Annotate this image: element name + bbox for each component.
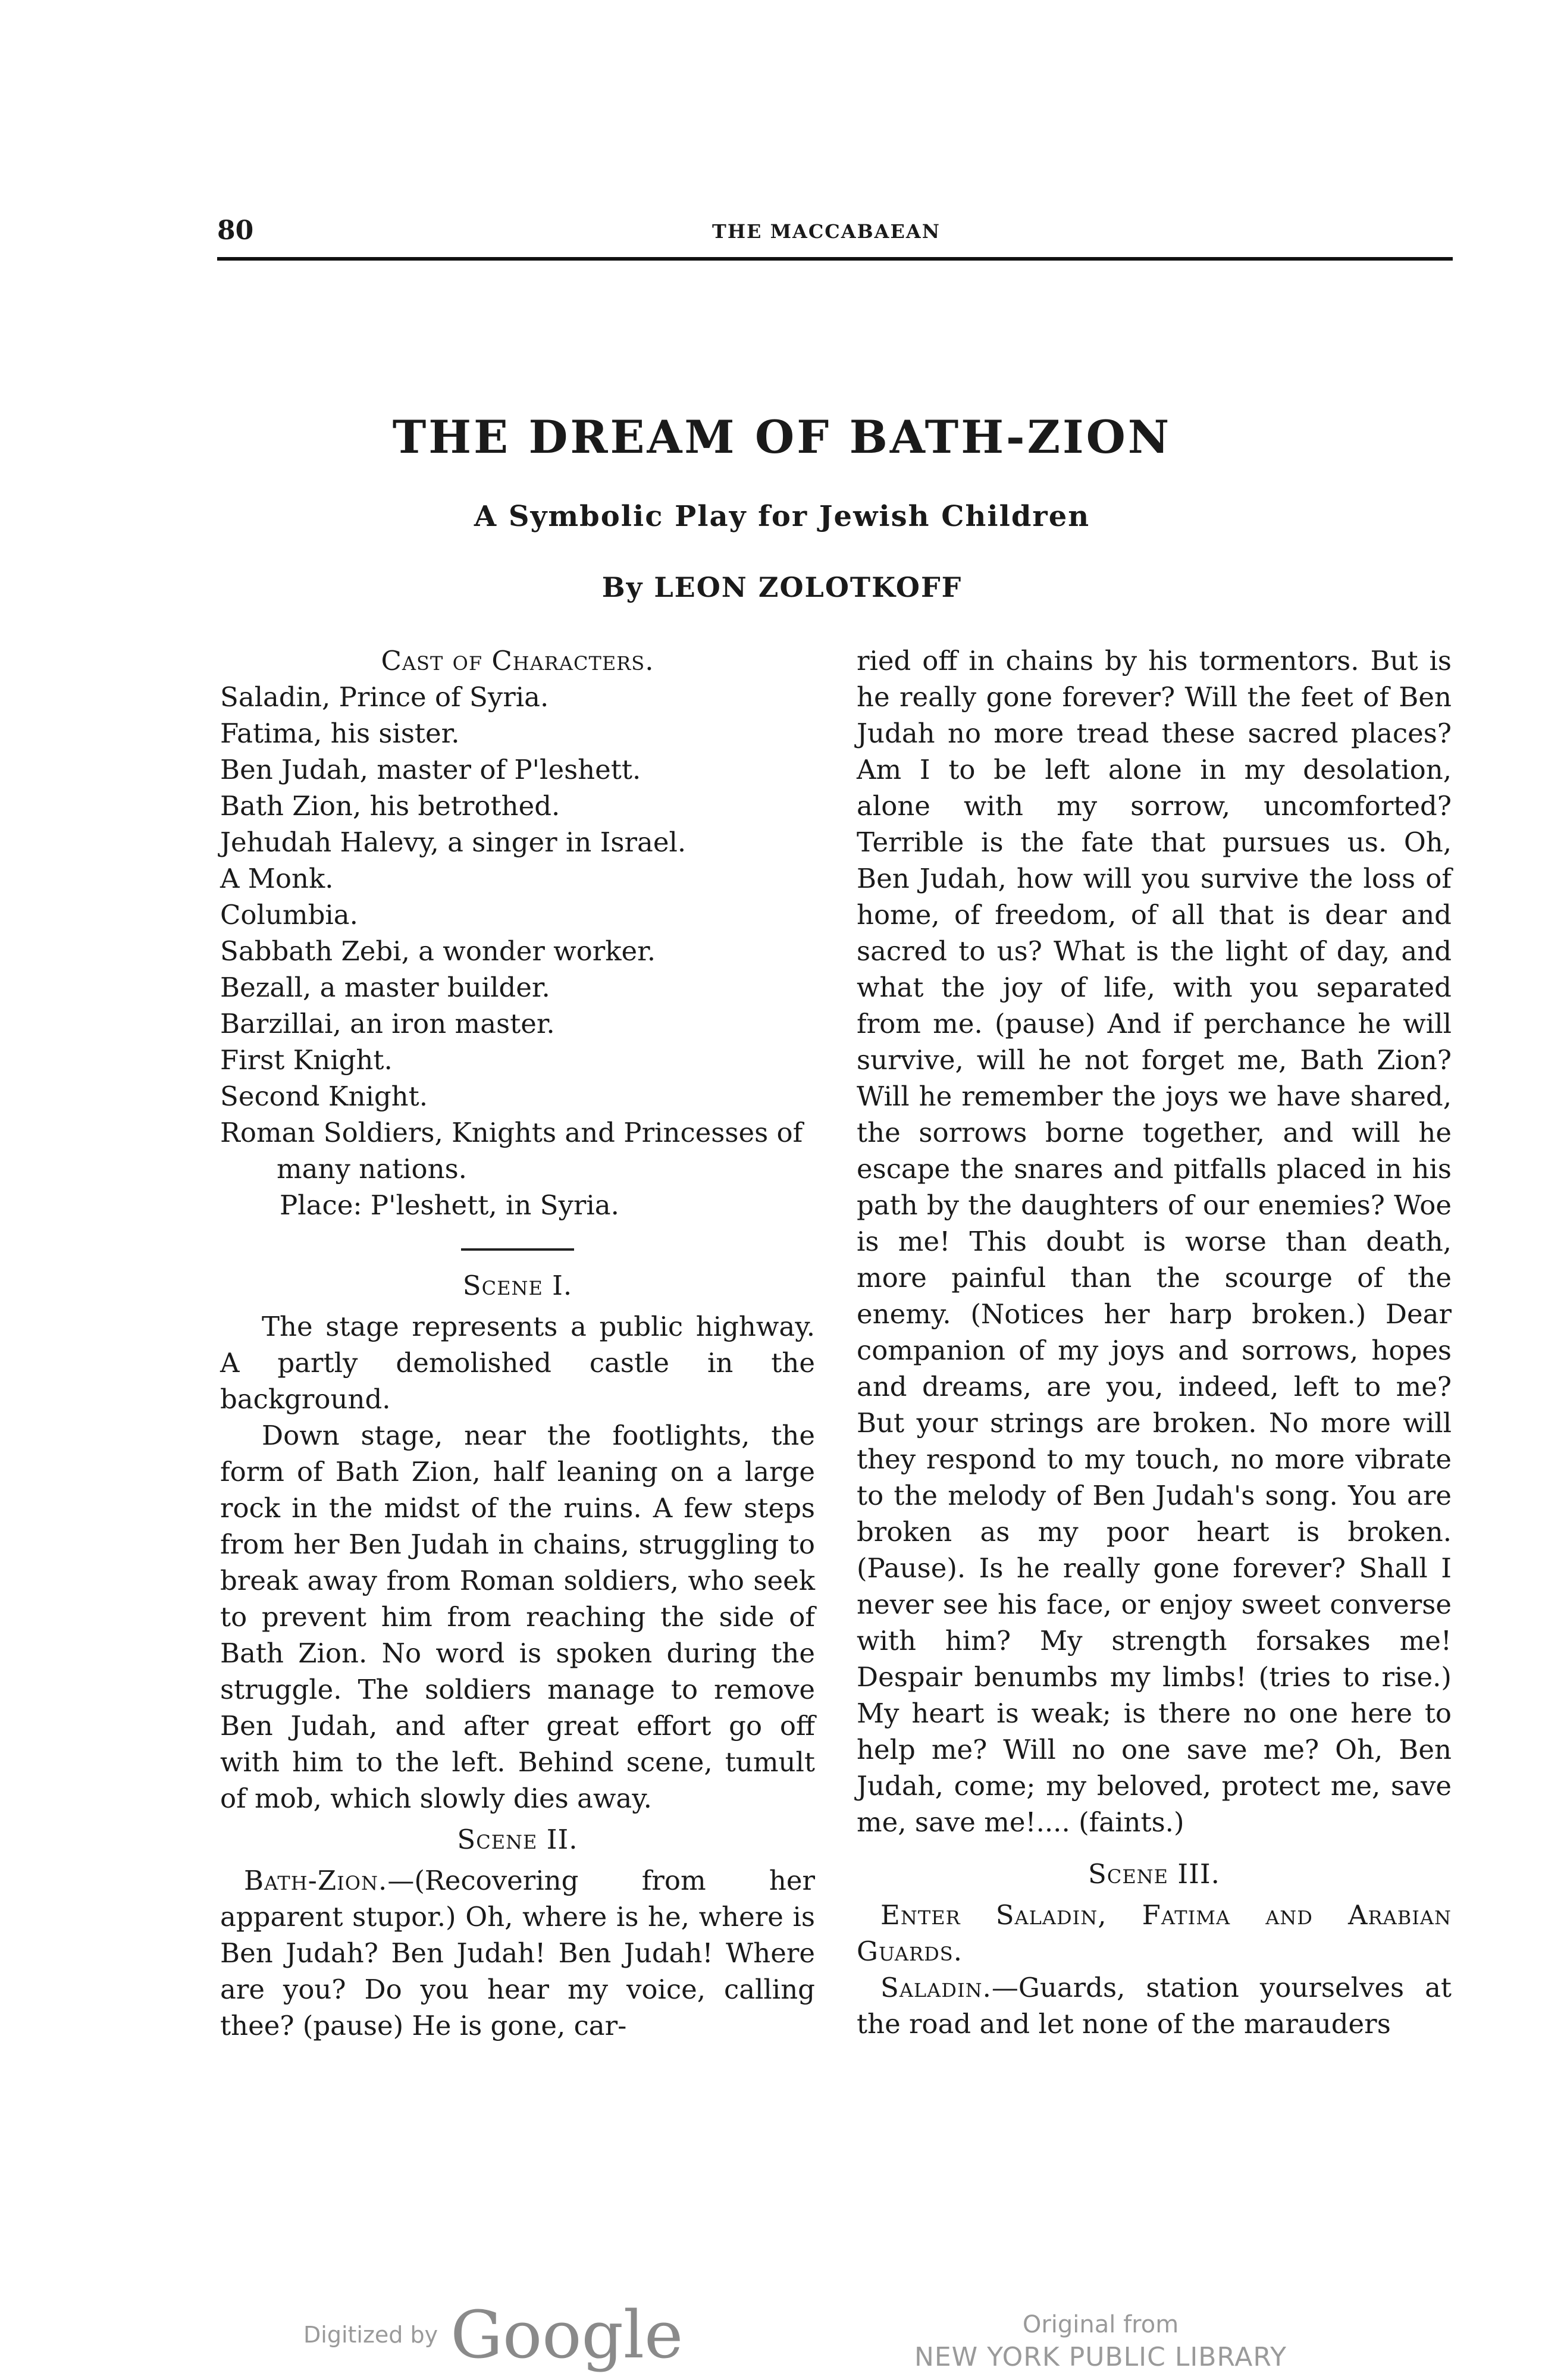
cast-heading: Cast of Characters.: [381, 645, 654, 677]
speaker-name: Saladin.: [880, 1972, 992, 2003]
library-name: NEW YORK PUBLIC LIBRARY: [914, 2342, 1287, 2372]
section-divider: [461, 1248, 574, 1251]
cast-item: Barzillai, an iron master.: [220, 1008, 555, 1039]
scene-heading: Scene II.: [457, 1824, 578, 1855]
running-title: THE MACCABAEAN: [712, 220, 941, 243]
dialogue-text: —(Recovering from her apparent stupor.) Oh, where is he, where is Ben Judah? Ben Judah! Ben Judah! Where are you? Do you hear my voice, calling thee? (pause) He is gone, car-: [220, 1865, 815, 2041]
cast-item: Bath Zion, his betrothed.: [220, 790, 560, 822]
cast-item: Jehudah Halevy, a singer in Israel.: [220, 826, 687, 858]
cast-item: Sabbath Zebi, a wonder worker.: [220, 935, 656, 967]
page-number: 80: [217, 215, 254, 246]
article-byline: By LEON ZOLOTKOFF: [601, 571, 963, 603]
cast-item: Bezall, a master builder.: [220, 972, 550, 1003]
google-logo: Google: [450, 2297, 684, 2373]
left-column: [220, 643, 815, 2044]
stage-direction: Down stage, near the footlights, the form of Bath Zion, half leaning on a large rock in the midst of the ruins. A few steps from her Ben Judah in chains, struggling to break away from Roman soldiers, who seek to prevent him from reaching the side of Bath Zion. No word is spoken during the struggle. The soldiers manage to remove Ben Judah, and after great effort go off with him to the left. Behind scene, tumult of mob, which slowly dies away.: [220, 1420, 815, 1814]
cast-item: A Monk.: [220, 863, 334, 894]
article-title: THE DREAM OF BATH-ZION: [392, 411, 1172, 464]
cast-item: Columbia.: [220, 899, 358, 931]
article-subtitle: A Symbolic Play for Jewish Children: [474, 500, 1090, 533]
place-line: Place: P'leshett, in Syria.: [280, 1189, 619, 1221]
cast-item: First Knight.: [220, 1044, 393, 1076]
original-from-label: Original from: [1022, 2311, 1179, 2338]
library-attribution: [892, 2309, 1309, 2374]
right-column: [857, 643, 1452, 2042]
cast-item: Roman Soldiers, Knights and Princesses of many nations.: [220, 1117, 803, 1185]
scene-heading: Scene I.: [462, 1270, 573, 1301]
cast-item: Ben Judah, master of P'leshett.: [220, 754, 641, 785]
cast-list: [220, 679, 815, 1187]
cast-item: Fatima, his sister.: [220, 718, 460, 749]
cast-item: Saladin, Prince of Syria.: [220, 681, 549, 713]
speaker-name: Bath-Zion.: [244, 1865, 388, 1896]
digitized-by-label: Digitized by: [303, 2322, 438, 2348]
dialogue-continuation: ried off in chains by his tormentors. But is he really gone forever? Will the feet of Ben Judah no more tread these sacred places? Am I to be left alone in my desolation, alone with my sorrow, uncomforted? Terrible is the fate that pursues us. Oh, Ben Judah, how will you survive the loss of home, of freedom, of all that is dear and sacred to us? What is the light of day, and what the joy of life, with you separated from me. (pause) And if perchance he will survive, will he not forget me, Bath Zion? Will he remember the joys we have shared, the sorrows borne together, and will he escape the snares and pitfalls placed in his path by the daughters of our enemies? Woe is me! This doubt is worse than death, more painful than the scourge of the enemy. (Notices her harp broken.) Dear companion of my joys and sorrows, hopes and dreams, are you, indeed, left to me? But your strings are broken. No more will they respond to my touch, no more vibrate to the melody of Ben Judah's song. You are broken as my poor heart is broken. (Pause). Is he really gone forever? Shall I never see his face, or enjoy sweet converse with him? My strength forsakes me! Despair benumbs my limbs! (tries to rise.) My heart is weak; is there no one here to help me? Will no one save me? Oh, Ben Judah, come; my beloved, protect me, save me, save me!.... (faints.): [857, 645, 1452, 1838]
dialogue-text: —Guards, station yourselves at the road and let none of the marauders: [857, 1972, 1452, 2040]
digitized-by-google-watermark: [303, 2297, 683, 2373]
scene-heading: Scene III.: [1088, 1858, 1220, 1890]
header-rule: [217, 257, 1453, 261]
page-header: [217, 215, 1453, 257]
dialogue-paragraph: [857, 1969, 1452, 2042]
stage-direction: The stage represents a public highway. A partly demolished castle in the background.: [220, 1311, 815, 1415]
dialogue-paragraph: [220, 1862, 815, 2044]
cast-item: Second Knight.: [220, 1081, 428, 1112]
stage-direction: Enter Saladin, Fatima and Arabian Guards.: [857, 1899, 1452, 1967]
